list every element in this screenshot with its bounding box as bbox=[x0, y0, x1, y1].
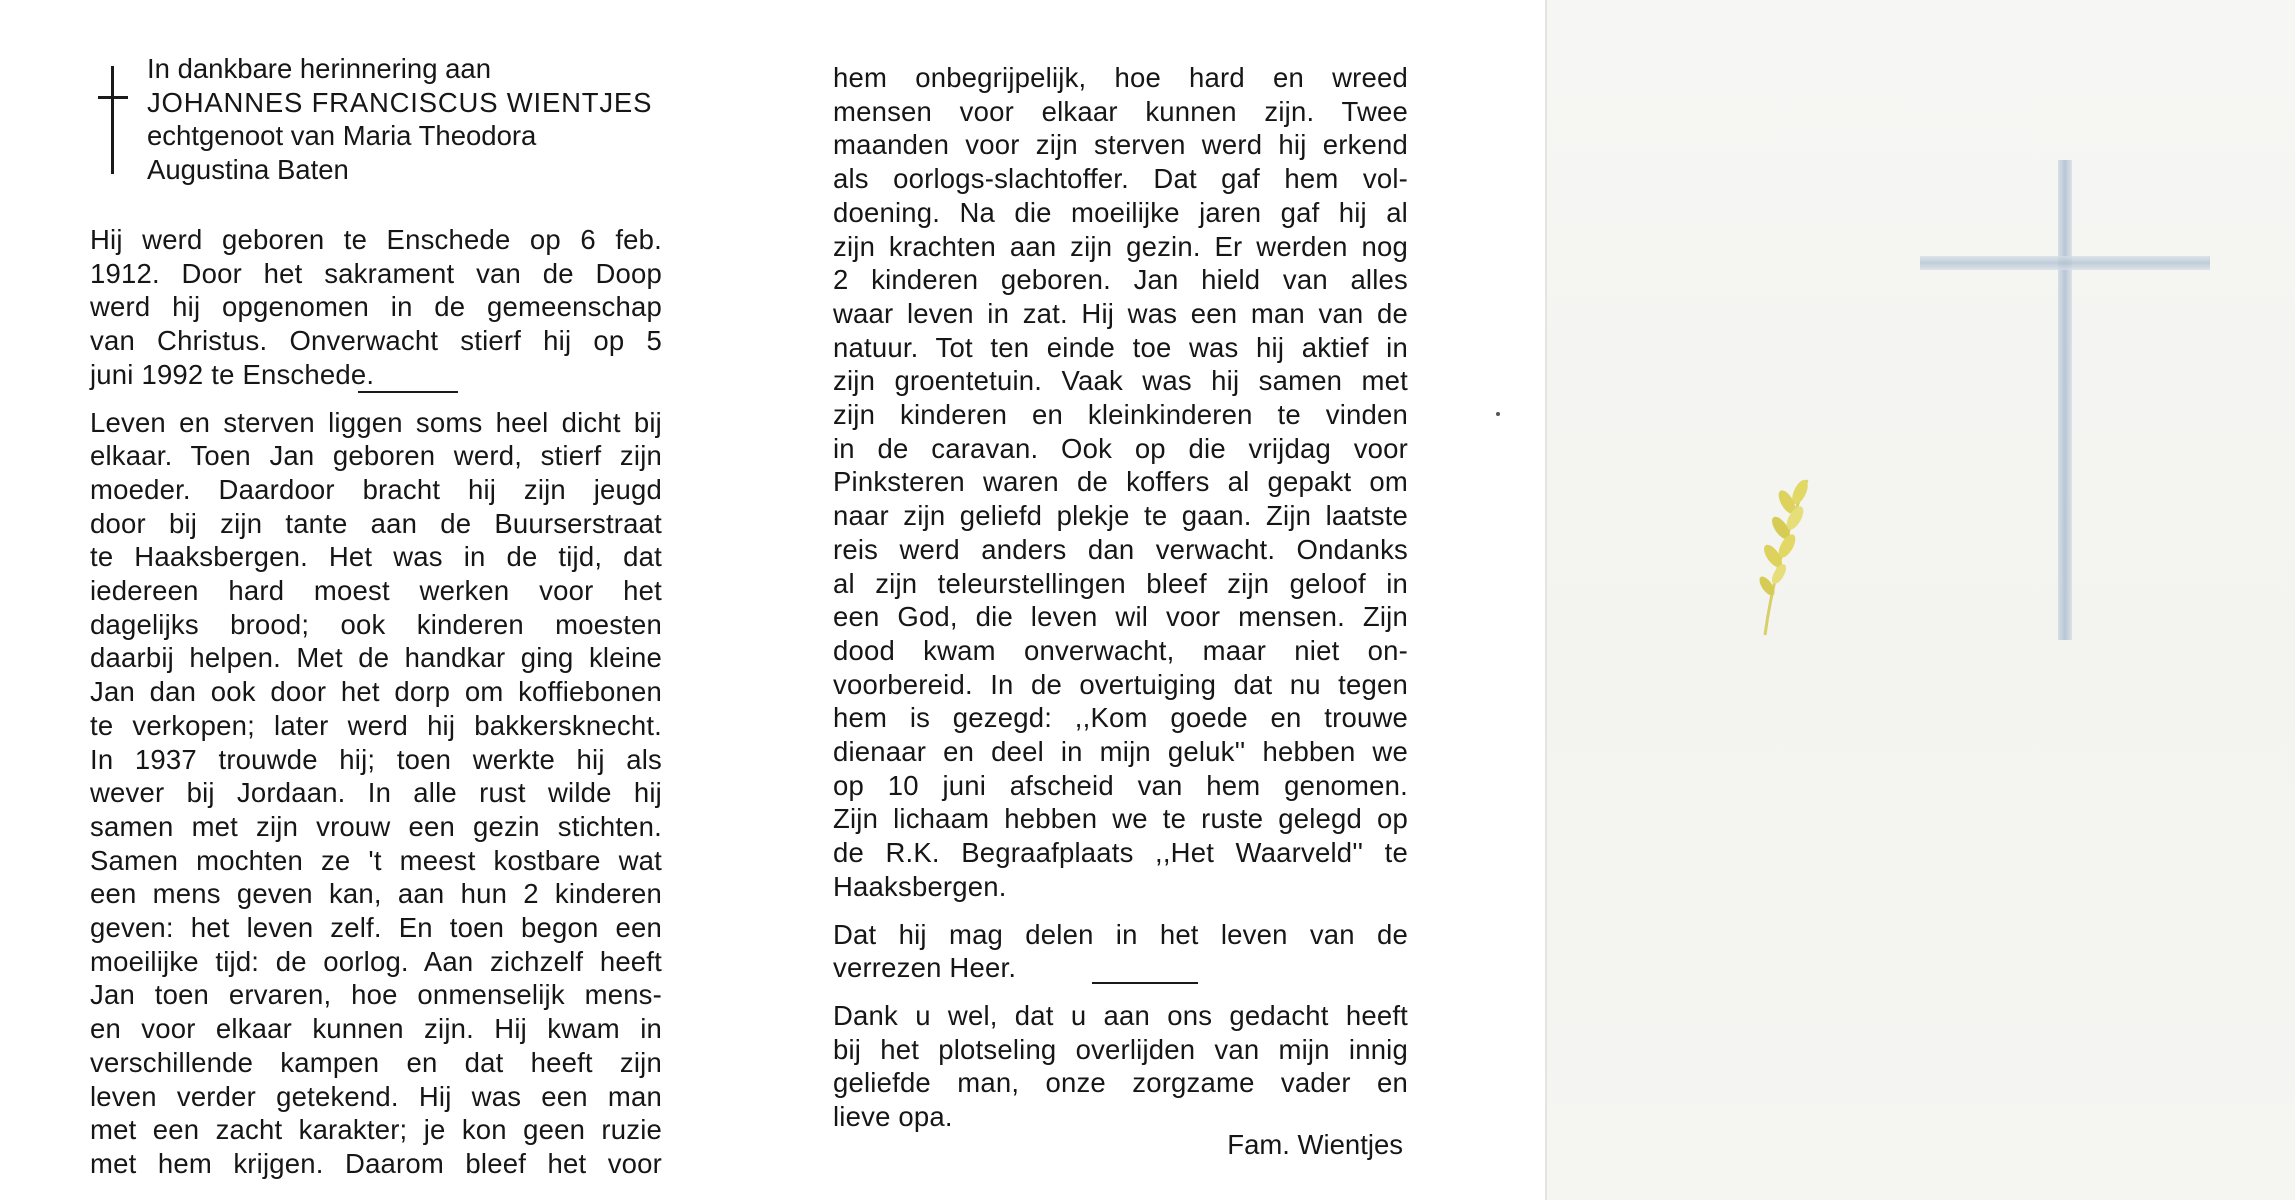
text-line: een God, die leven wil voor mensen. Zijn bbox=[833, 601, 1408, 633]
text-line: In 1937 trouwde hij; toen werkte hij als bbox=[90, 743, 662, 775]
left-column bbox=[90, 223, 662, 1181]
divider-rule bbox=[358, 391, 458, 393]
middle-column bbox=[833, 61, 1408, 1134]
text-line: naar zijn geliefd plekje te gaan. Zijn laatste bbox=[833, 500, 1408, 532]
text-line: Jan dan ook door het dorp om koffiebonen bbox=[90, 676, 662, 708]
text-line: met een zacht karakter; je kon geen ruzie bbox=[90, 1114, 662, 1146]
text-line: Haaksbergen. bbox=[833, 870, 1007, 902]
text-line: leven verder getekend. Hij was een man bbox=[90, 1080, 662, 1112]
header-intro: In dankbare herinnering aan bbox=[147, 53, 492, 84]
text-line: 1912. Door het sakrament van de Doop bbox=[90, 257, 662, 289]
text-line: de R.K. Begraafplaats ,,Het Waarveld'' te bbox=[833, 837, 1408, 869]
text-line: geliefde man, onze zorgzame vader en bbox=[833, 1067, 1408, 1099]
text-line: doening. Na die moeilijke jaren gaf hij al bbox=[833, 196, 1408, 228]
text-line: en voor elkaar kunnen zijn. Hij kwam in bbox=[90, 1013, 662, 1045]
text-line: Samen mochten ze 't meest kostbare wat bbox=[90, 844, 662, 876]
text-line: dood kwam onverwacht, maar niet on- bbox=[833, 634, 1408, 666]
text-line: op 10 juni afscheid van hem genomen. bbox=[833, 769, 1408, 801]
text-line: moeilijke tijd: de oorlog. Aan zichzelf heeft bbox=[90, 945, 662, 977]
text-line: door bij zijn tante aan de Buurserstraat bbox=[90, 507, 662, 539]
text-line: zijn kinderen en kleinkinderen te vinden bbox=[833, 399, 1408, 431]
text-line: geven: het leven zelf. En toen begon een bbox=[90, 912, 662, 944]
wheat-sprig-icon bbox=[1745, 470, 1815, 640]
print-speck bbox=[1496, 412, 1500, 416]
deceased-name: JOHANNES FRANCISCUS WIENTJES bbox=[147, 86, 653, 118]
text-line: Jan toen ervaren, hoe onmenselijk mens- bbox=[90, 979, 662, 1011]
text-line: 2 kinderen geboren. Jan hield van alles bbox=[833, 264, 1408, 296]
text-line: Dank u wel, dat u aan ons gedacht heeft bbox=[833, 999, 1408, 1031]
text-line: samen met zijn vrouw een gezin stichten. bbox=[90, 810, 662, 842]
text-line: in de caravan. Ook op die vrijdag voor bbox=[833, 432, 1408, 464]
cross-icon bbox=[90, 66, 130, 176]
signature: Fam. Wientjes bbox=[1227, 1129, 1403, 1160]
text-line: verschillende kampen en dat heeft zijn bbox=[90, 1046, 662, 1078]
text-line: iedereen hard moest werken voor het bbox=[90, 575, 662, 607]
text-line: reis werd anders dan verwacht. Ondanks bbox=[833, 533, 1408, 565]
text-line: te Haaksbergen. Het was in de tijd, dat bbox=[90, 541, 662, 573]
text-line: Leven en sterven liggen soms heel dicht bij bbox=[90, 406, 662, 438]
text-line: een mens geven kan, aan hun 2 kinderen bbox=[90, 878, 662, 910]
text-line: van Christus. Onverwacht stierf hij op 5 bbox=[90, 325, 662, 357]
text-line: waar leven in zat. Hij was een man van de bbox=[833, 297, 1408, 329]
text-line: Hij werd geboren te Enschede op 6 feb. bbox=[90, 224, 662, 255]
text-line: lieve opa. bbox=[833, 1101, 953, 1133]
text-line: dagelijks brood; ook kinderen moesten bbox=[90, 608, 662, 640]
text-line: bij het plotseling overlijden van mijn innig bbox=[833, 1033, 1408, 1065]
text-line: moeder. Daardoor bracht hij zijn jeugd bbox=[90, 473, 662, 505]
text-line: mensen voor elkaar kunnen zijn. Twee bbox=[833, 95, 1408, 127]
text-line: daarbij helpen. Met de handkar ging kleine bbox=[90, 642, 662, 674]
text-line: juni 1992 te Enschede. bbox=[90, 358, 375, 390]
text-line: dienaar en deel in mijn geluk'' hebben we bbox=[833, 736, 1408, 768]
text-line: als oorlogs-slachtoffer. Dat gaf hem vol- bbox=[833, 163, 1408, 195]
text-line: Pinksteren waren de koffers al gepakt om bbox=[833, 466, 1408, 498]
card-header bbox=[147, 52, 687, 187]
text-line: Dat hij mag delen in het leven van de bbox=[833, 918, 1408, 950]
text-line: elkaar. Toen Jan geboren werd, stierf zijn bbox=[90, 440, 662, 472]
text-line: zijn groentetuin. Vaak was hij samen met bbox=[833, 365, 1408, 397]
text-line: natuur. Tot ten einde toe was hij aktief in bbox=[833, 331, 1408, 363]
spouse-line-2: Augustina Baten bbox=[147, 154, 349, 186]
text-line: hem onbegrijpelijk, hoe hard en wreed bbox=[833, 62, 1408, 93]
text-line: zijn krachten aan zijn gezin. Er werden nog bbox=[833, 230, 1408, 262]
text-line: werd hij opgenomen in de gemeenschap bbox=[90, 291, 662, 323]
text-line: Zijn lichaam hebben we te ruste gelegd op bbox=[833, 803, 1408, 835]
silver-cross-icon bbox=[1920, 160, 2150, 640]
text-line: te verkopen; later werd hij bakkersknecht. bbox=[90, 709, 662, 741]
text-line: maanden voor zijn sterven werd hij erkend bbox=[833, 129, 1408, 161]
spouse-line-1: echtgenoot van Maria Theodora bbox=[147, 120, 537, 152]
text-line: al zijn teleurstellingen bleef zijn geloof in bbox=[833, 567, 1408, 599]
text-line: hem is gezegd: ,,Kom goede en trouwe bbox=[833, 702, 1408, 734]
text-line: voorbereid. In de overtuiging dat nu tegen bbox=[833, 668, 1408, 700]
text-line: met hem krijgen. Daarom bleef het voor bbox=[90, 1147, 662, 1179]
divider-rule bbox=[1092, 982, 1198, 984]
text-line: wever bij Jordaan. In alle rust wilde hij bbox=[90, 777, 662, 809]
text-line: verrezen Heer. bbox=[833, 952, 1017, 984]
